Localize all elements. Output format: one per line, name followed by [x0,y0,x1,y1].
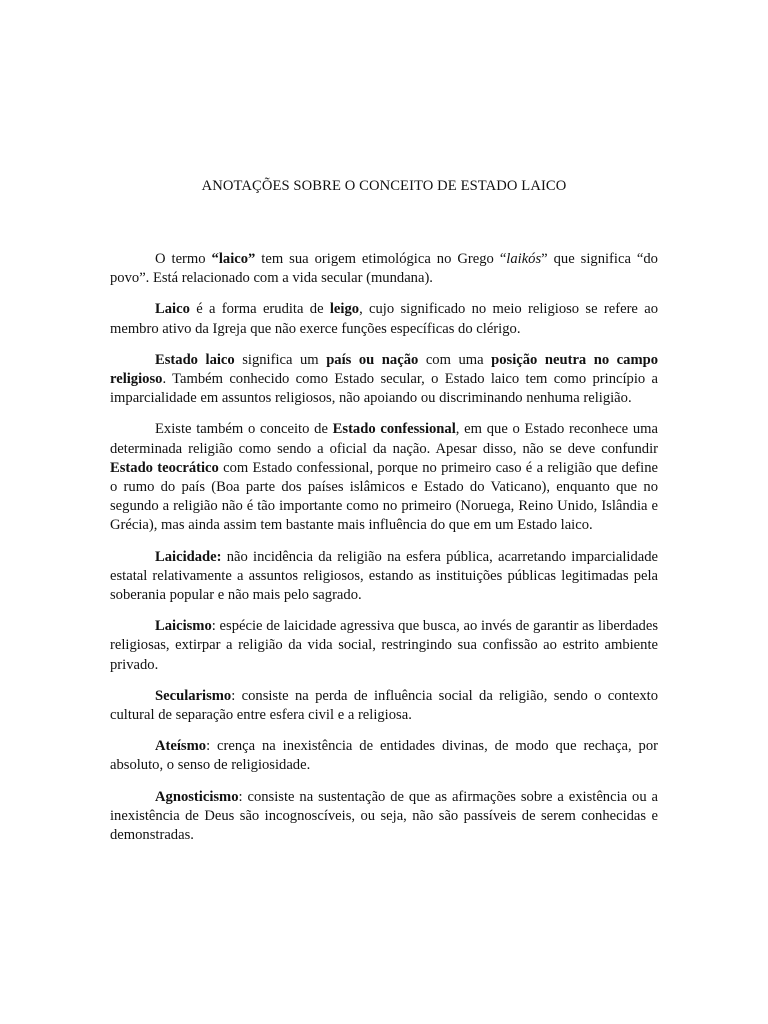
paragraph-estado-laico [110,351,658,409]
bold-term: Agnosticismo [155,788,239,805]
paragraph-laicismo [110,617,658,675]
paragraph-text: : crença na inexistência de entidades divinas, de modo que rechaça, por absoluto, o senso de religiosidade. [110,738,658,774]
paragraph-text: não incidência da religião na esfera pública, acarretando imparcialidade estatal relativamente a assuntos religiosos, estando as instituições públicas legitimadas pela soberania popular e não mais pelo sagrado. [110,548,658,604]
bold-term: Ateísmo [155,738,207,755]
paragraph-laico-leigo [110,300,658,338]
paragraph-text: tem sua origem etimológica no Grego “ [255,251,507,267]
paragraph-text: com uma [418,351,492,368]
paragraph-text: , cujo significado no meio religioso se refere ao membro ativo da Igreja que não exerce funções específicas do clérigo. [110,301,658,337]
paragraph-secularismo [110,687,658,725]
paragraph-text: Existe também o conceito de [155,421,333,438]
bold-term: Estado laico [155,351,235,368]
paragraph-laicidade [110,548,658,606]
bold-term: Secularismo [155,687,232,704]
paragraph-text: : consiste na sustentação de que as afirmações sobre a existência ou a inexistência de Deus são incognoscíveis, ou seja, não são passíveis de serem conhecidas e demonstradas. [110,788,658,844]
document-title: ANOTAÇÕES SOBRE O CONCEITO DE ESTADO LAICO [201,178,567,194]
paragraph-ateismo [110,737,658,775]
paragraph-text: é a forma erudita de [189,301,330,318]
document-page [110,176,658,857]
paragraph-text: com Estado confessional, porque no primeiro caso é a religião que define o rumo do país (Boa parte dos países islâmicos e Estado do Vaticano), enquanto que no segundo a religião não é tão importante como no primeiro (Noruega, Reino Unido, Islândia e Grécia), mas ainda assim tem bastante mais influência do que em um Estado laico. [110,459,658,534]
paragraph-text: , em que o Estado reconhece uma determinada religião como sendo a oficial da nação. Apesar disso, não se deve confundir [110,421,658,457]
italic-term: laikós [506,251,542,267]
bold-term: Estado confessional [332,421,456,438]
document-body [110,250,658,845]
paragraph-text: : consiste na perda de influência social da religião, sendo o contexto cultural de separação entre esfera civil e a religiosa. [110,687,658,724]
bold-term: leigo [329,301,360,318]
bold-term: posição neutra no campo religioso [110,351,659,388]
paragraph-text: significa um [234,351,327,368]
paragraph-agnosticismo [110,788,658,846]
bold-term: país ou nação [326,351,419,368]
bold-term: Laicismo [155,618,212,635]
paragraph-laico-origem [110,250,658,288]
paragraph-text: O termo [155,251,212,267]
bold-term: Estado teocrático [110,459,219,476]
paragraph-estado-confessional [110,420,658,535]
paragraph-text: ” que significa “do povo”. Está relacionado com a vida secular (mundana). [110,251,658,287]
bold-term: “laico” [211,251,256,267]
paragraph-text: : espécie de laicidade agressiva que busca, ao invés de garantir as liberdades religiosas, extirpar a religião da vida social, restringindo sua confissão ao estrito ambiente privado. [110,618,658,673]
bold-term: Laicidade: [155,548,222,565]
bold-term: Laico [155,301,190,318]
paragraph-text: . Também conhecido como Estado secular, o Estado laico tem como princípio a imparcialidade em assuntos religiosos, não apoiando ou discriminando nenhuma religião. [110,371,658,407]
